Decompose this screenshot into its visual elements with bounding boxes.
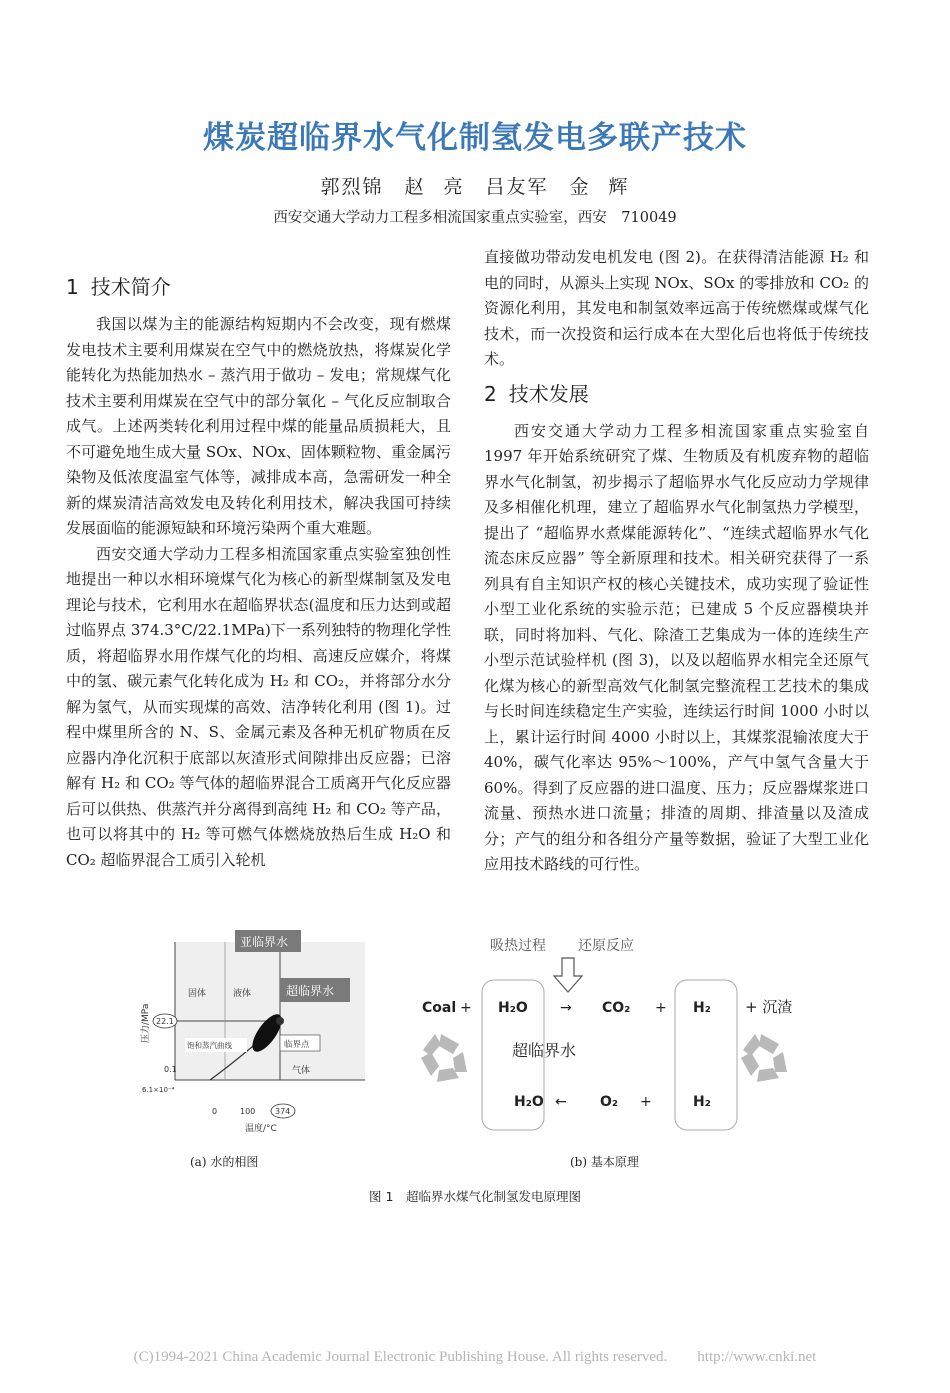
figure-caption-a: (a) 水的相图 — [190, 1155, 259, 1169]
paragraph: 我国以煤为主的能源结构短期内不会改变，现有燃煤发电技术主要利用煤炭在空气中的燃烧放热，将煤炭化学能转化为热能加热水 – 蒸汽用于做功 – 发电；常规煤气化技术主要利用煤炭在空气中的部分氧化 – 气化反应制取合成气。上述两类转化利用过程中煤的能量品质损耗大，且不可避免地生成大量 SOx、NOx、固体颗粒物、重金属污染物及低浓度温室气体等，减排成本高，急需研发一种全新的煤炭清洁高效发电及转化利用技术，解决我国可持续发展面临的能源短缺和环境污染两个重大难题。 — [66, 315, 451, 537]
recycle-icon — [741, 1034, 787, 1082]
affiliation: 西安交通大学动力工程多相流国家重点实验室，西安 710049 — [273, 210, 677, 226]
recycle-icon — [421, 1034, 467, 1082]
y-tick-01: 0.1 — [164, 1065, 177, 1074]
x-tick-374: 374 — [275, 1107, 291, 1116]
critical-point-label: 临界点 — [284, 1040, 310, 1050]
right-arrow-icon: → — [560, 1000, 572, 1016]
principle-diagram — [410, 930, 830, 1135]
figure-caption: 图 1 超临界水煤气化制氢发电原理图 — [369, 1189, 581, 1204]
x-tick-100: 100 — [240, 1107, 256, 1116]
solid-label: 固体 — [188, 989, 207, 999]
paragraph: 西安交通大学动力工程多相流国家重点实验室独创性地提出一种以水相环境煤气化为核心的新型煤制氢及发电理论与技术，它利用水在超临界状态(温度和压力达到或超过临界点 374.3°C/22.1MPa)下一系列独特的物理化学性质，将超临界水用作煤气化的均相、高速反应媒介，将煤中的氢、碳元素气化转化成为 H₂ 和 CO₂，并将部分水分解为氢气，从而实现煤的高效、洁净转化利用 (图 1)。过程中煤里所含的 N、S、金属元素及各种无机矿物质在反应器内净化沉积于底部以灰渣形式间隙排出反应器；已溶解有 H₂ 和 CO₂ 等气体的超临界混合工质离开气化反应器后可以供热、供蒸汽并分离得到高纯 H₂ 和 CO₂ 等产品，也可以将其中的 H₂ 等可燃气体燃烧放热后生成 H₂O 和 CO₂ 超临界混合工质引入轮机 — [66, 544, 451, 869]
reduction-label: 还原反应 — [578, 938, 634, 954]
figure-caption-b: (b) 基本原理 — [570, 1155, 639, 1169]
scw-label: 超临界水 — [512, 1041, 577, 1060]
h2-top: H₂ — [693, 1000, 711, 1016]
x-axis-label: 温度/°C — [245, 1124, 277, 1134]
copyright-footer: (C)1994-2021 China Academic Journal Electronic Publishing House. All rights reserved. http://www.cnki.net — [133, 1349, 817, 1365]
author-list: 郭烈锦 赵 亮 吕友军 金 辉 — [320, 176, 630, 198]
liquid-label: 液体 — [233, 989, 252, 999]
plus-sign: + — [640, 1094, 652, 1110]
y-axis-label: 压力/MPa — [141, 1003, 151, 1043]
phase-diagram — [130, 928, 370, 1138]
paragraph: 直接做功带动发电机发电 (图 2)。在获得清洁能源 H₂ 和电的同时，从源头上实现 NOx、SOx 的零排放和 CO₂ 的资源化利用，其发电和制氢效率远高于传统燃煤或煤气化技术，而一次投资和运行成本在大型化后也将低于传统技术。 — [484, 248, 869, 368]
co2-label: CO₂ — [602, 1000, 631, 1016]
section-heading-1: 1 技术简介 — [66, 275, 171, 299]
gas-label: 气体 — [292, 1066, 311, 1076]
plus-sign: + — [460, 1000, 472, 1016]
o2-label: O₂ — [600, 1094, 619, 1110]
endothermic-label: 吸热过程 — [490, 938, 546, 954]
h2o-bottom: H₂O — [514, 1094, 544, 1110]
h2o-top: H₂O — [498, 1000, 528, 1016]
h2-bottom: H₂ — [693, 1094, 711, 1110]
down-arrow-icon — [554, 958, 582, 992]
right-column — [484, 245, 869, 878]
saturation-curve-label: 饱和蒸汽曲线 — [187, 1041, 232, 1050]
paragraph: 西安交通大学动力工程多相流国家重点实验室自 1997 年开始系统研究了煤、生物质及有机废弃物的超临界水气化制氢，初步揭示了超临界水气化反应动力学规律及多相催化机理，建立了超临界水气化制氢热力学模型，提出了 “超临界水煮煤能源转化”、“连续式超临界水气化流态床反应器” 等全新原理和技术。相关研究获得了一系列具有自主知识产权的核心关键技术，成功实现了验证性小型工业化系统的实验示范；已建成 5 个反应器模块并联，同时将加料、气化、除渣工艺集成为一体的连续生产小型示范试验样机 (图 3)，以及以超临界水相完全还原气化煤为核心的新型高效气化制氢完整流程工艺技术的集成与长时间连续稳定生产实验，连续运行时间 1000 小时以上，累计运行时间 4000 小时以上，其煤浆混输浓度大于 40%，碳气化率达 95%～100%，产气中氢气含量大于 60%。得到了反应器的进口温度、压力；反应器煤浆进口流量、预热水进口流量；排渣的周期、排渣量以及渣成分；产气的组分和各组分产量等数据，验证了大型工业化应用技术路线的可行性。 — [484, 421, 869, 873]
section-heading-2: 2 技术发展 — [484, 381, 589, 406]
coal-label: Coal — [422, 1000, 457, 1016]
plus-sign: + — [655, 1000, 667, 1016]
x-tick-0: 0 — [212, 1107, 218, 1116]
slag-label: + 沉渣 — [745, 998, 793, 1016]
subcritical-label: 亚临界水 — [240, 935, 289, 949]
y-tick-22: 22.1 — [156, 1017, 174, 1026]
left-arrow-icon: ← — [555, 1094, 567, 1110]
left-column — [66, 272, 451, 873]
y-tick-small: 6.1×10⁻⁴ — [142, 1086, 175, 1094]
supercritical-label: 超临界水 — [286, 984, 335, 998]
paper-title: 煤炭超临界水气化制氢发电多联产技术 — [203, 120, 747, 156]
